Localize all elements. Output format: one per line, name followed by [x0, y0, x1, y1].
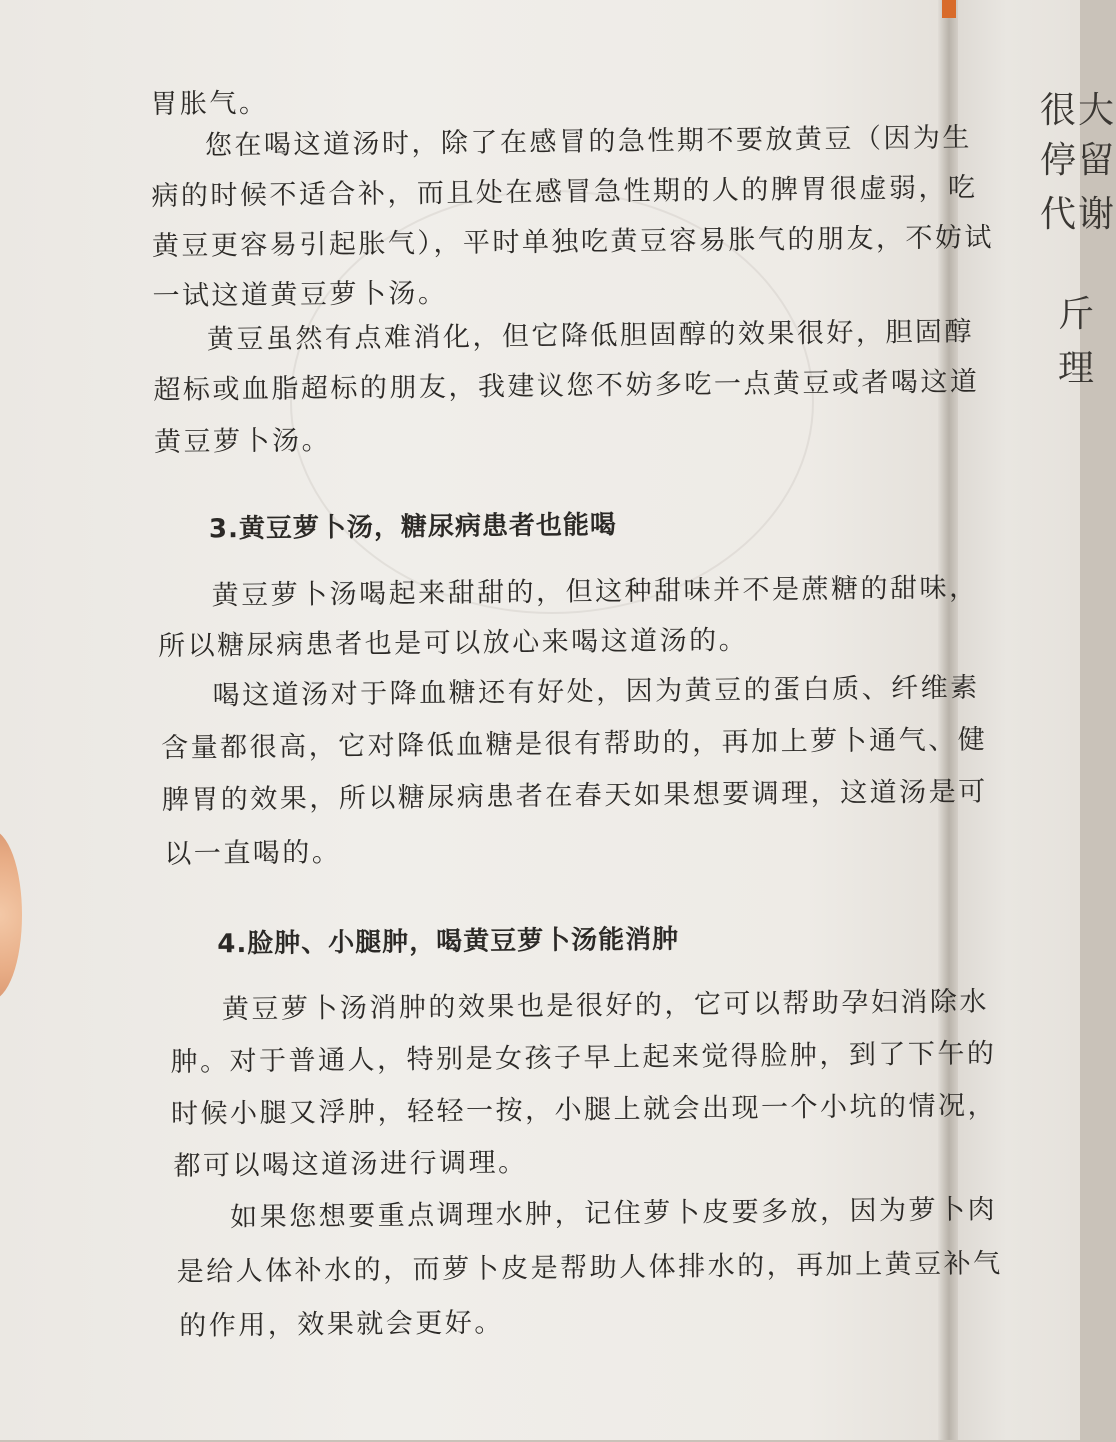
- body-line: 黄豆虽然有点难消化，但它降低胆固醇的效果很好，胆固醇: [206, 316, 975, 356]
- body-line: 黄豆萝卜汤喝起来甜甜的，但这种甜味并不是蔗糖的甜味，: [211, 572, 979, 612]
- body-line: 如果您想要重点调理水肿，记住萝卜皮要多放，因为萝卜肉: [229, 1194, 998, 1234]
- body-line: 喝这道汤对于降血糖还有好处，因为黄豆的蛋白质、纤维素: [212, 672, 980, 712]
- section-heading: 3.黄豆萝卜汤，糖尿病患者也能喝: [208, 510, 618, 545]
- right-page-fragment: 很大: [1040, 90, 1116, 131]
- body-line: 都可以喝这道汤进行调理。: [173, 1147, 528, 1182]
- body-line: 您在喝这道汤时，除了在感冒的急性期不要放黄豆（因为生: [204, 122, 973, 162]
- body-line: 所以糖尿病患者也是可以放心来喝这道汤的。: [157, 624, 749, 662]
- body-line: 超标或血脂超标的朋友，我建议您不妨多吃一点黄豆或者喝这道: [153, 366, 980, 406]
- right-page-fragment: 停留: [1040, 140, 1116, 181]
- body-line: 含量都很高，它对降低血糖是很有帮助的，再加上萝卜通气、健: [161, 724, 988, 764]
- right-page-fragment: 代谢: [1040, 194, 1116, 235]
- body-line: 是给人体补水的，而萝卜皮是帮助人体排水的，再加上黄豆补气: [176, 1248, 1003, 1288]
- body-line: 黄豆萝卜汤。: [153, 425, 332, 458]
- right-page-fragment: 理: [1058, 348, 1097, 389]
- body-line: 病的时候不适合补，而且处在感冒急性期的人的脾胃很虚弱，吃: [151, 172, 978, 212]
- right-page-fragment: 斤: [1058, 294, 1097, 335]
- body-line: 脾胃的效果，所以糖尿病患者在春天如果想要调理，这道汤是可: [161, 776, 988, 816]
- section-heading: 4.脸肿、小腿肿，喝黄豆萝卜汤能消肿: [217, 924, 680, 960]
- body-line: 一试这道黄豆萝卜汤。: [152, 277, 448, 312]
- body-line: 黄豆萝卜汤消肿的效果也是很好的，它可以帮助孕妇消除水: [221, 986, 990, 1026]
- body-line: 肿。对于普通人，特别是女孩子早上起来觉得脸肿，到了下午的: [170, 1038, 997, 1078]
- body-line: 的作用，效果就会更好。: [179, 1307, 504, 1342]
- body-line: 黄豆更容易引起胀气），平时单独吃黄豆容易胀气的朋友，不妨试: [151, 222, 995, 262]
- body-line: 胃胀气。: [150, 87, 269, 120]
- body-line: 以一直喝的。: [164, 837, 342, 870]
- body-line: 时候小腿又浮肿，轻轻一按，小腿上就会出现一个小坑的情况，: [170, 1090, 998, 1130]
